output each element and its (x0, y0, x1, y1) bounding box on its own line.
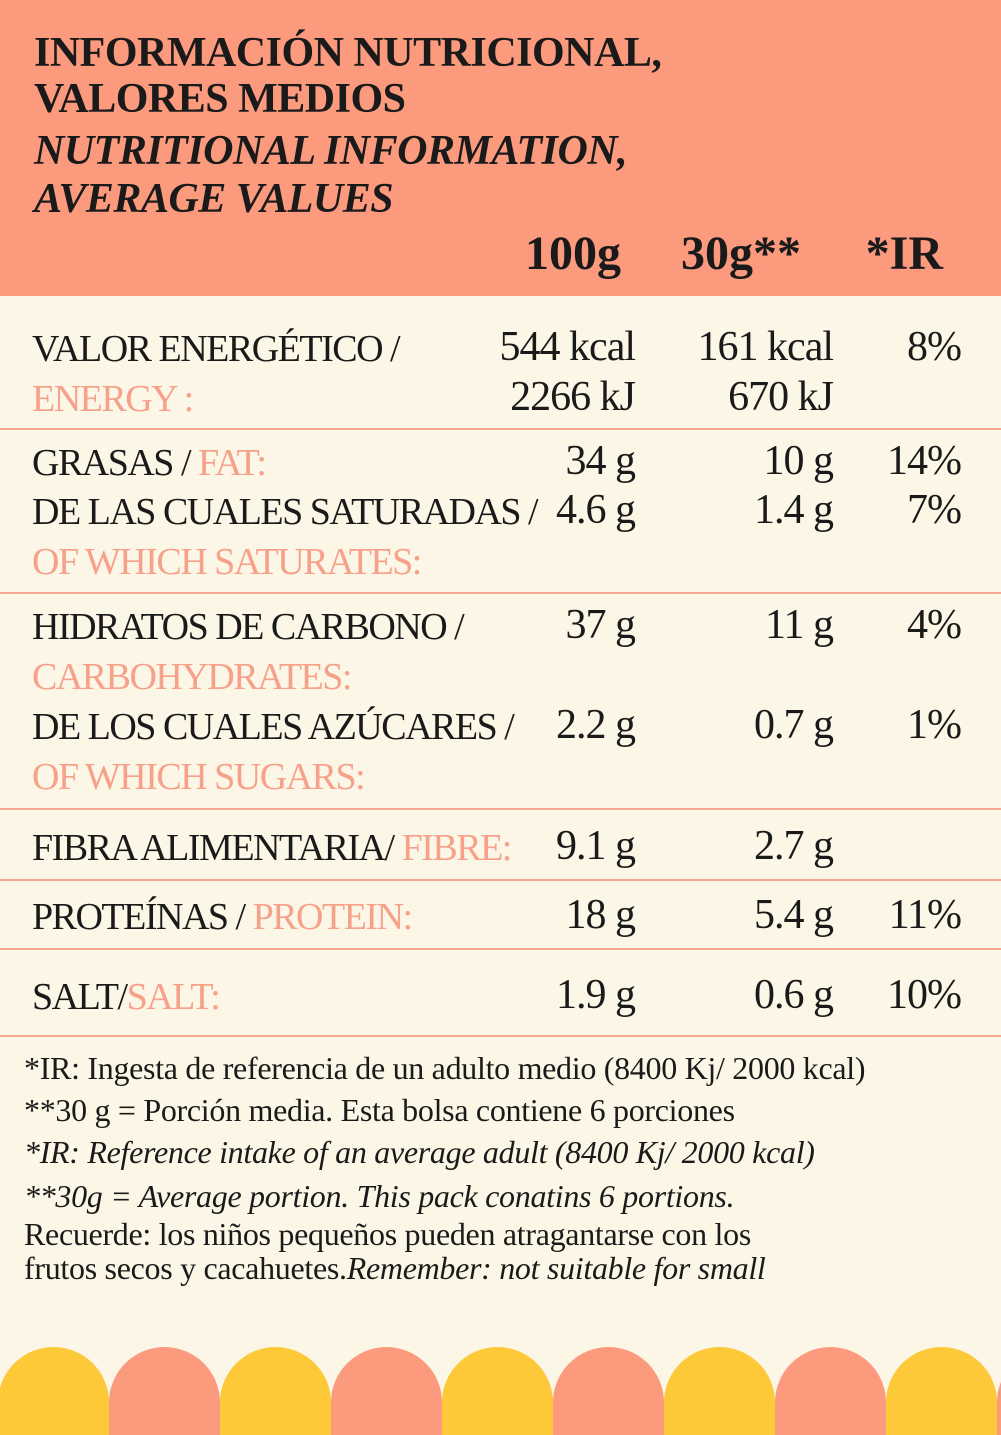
row-divider (0, 1035, 1001, 1037)
scallop-border (0, 1343, 1001, 1435)
saturates-label-en: OF WHICH SATURATES: (32, 541, 421, 583)
salt-ir: 10% (887, 972, 961, 1018)
footnote-warning-mixed: frutos secos y cacahuetes.Remember: not suitable for small (24, 1250, 766, 1286)
sugars-label-es: DE LOS CUALES AZÚCARES / (32, 706, 514, 748)
row-divider (0, 948, 1001, 950)
row-divider (0, 428, 1001, 430)
sugars-30g: 0.7 g (754, 702, 833, 748)
title-en-line2: AVERAGE VALUES (34, 176, 394, 222)
carbs-label-es: HIDRATOS DE CARBONO / (32, 606, 464, 648)
carbs-ir: 4% (907, 602, 961, 648)
salt-100g: 1.9 g (556, 972, 635, 1018)
fat-ir: 14% (887, 438, 961, 484)
energy-label-es: VALOR ENERGÉTICO / (32, 328, 400, 370)
protein-label: PROTEÍNAS / PROTEIN: (32, 896, 412, 938)
protein-30g: 5.4 g (754, 892, 833, 938)
header-band (0, 0, 1001, 296)
footnote-ir-en: *IR: Reference intake of an average adult (8400 Kj/ 2000 kcal) (24, 1134, 815, 1170)
title-es-line2: VALORES MEDIOS (34, 76, 406, 122)
carbs-100g: 37 g (565, 602, 635, 648)
fibre-100g: 9.1 g (556, 823, 635, 869)
saturates-ir: 7% (907, 487, 961, 533)
row-divider (0, 879, 1001, 881)
footnote-portion-en: **30g = Average portion. This pack conatins 6 portions. (24, 1178, 735, 1214)
fibre-label: FIBRA ALIMENTARIA/ FIBRE: (32, 827, 511, 869)
energy-100g-kj: 2266 kJ (510, 374, 635, 420)
sugars-label-en: OF WHICH SUGARS: (32, 756, 365, 798)
fat-label: GRASAS / FAT: (32, 442, 266, 484)
salt-30g: 0.6 g (754, 972, 833, 1018)
saturates-label-es: DE LAS CUALES SATURADAS / (32, 491, 538, 533)
fibre-30g: 2.7 g (754, 823, 833, 869)
row-divider (0, 808, 1001, 810)
sugars-100g: 2.2 g (556, 702, 635, 748)
energy-100g-kcal: 544 kcal (499, 324, 635, 370)
protein-ir: 11% (888, 892, 961, 938)
title-en-line1: NUTRITIONAL INFORMATION, (34, 128, 628, 174)
salt-label: SALT/SALT: (32, 976, 220, 1018)
saturates-100g: 4.6 g (556, 487, 635, 533)
sugars-ir: 1% (907, 702, 961, 748)
column-header-100g: 100g (525, 227, 621, 280)
column-header-ir: *IR (865, 227, 943, 280)
fat-30g: 10 g (763, 438, 833, 484)
energy-30g-kcal: 161 kcal (697, 324, 833, 370)
title-es-line1: INFORMACIÓN NUTRICIONAL, (34, 30, 662, 76)
column-header-30g: 30g** (681, 227, 801, 280)
footnote-portion-es: **30 g = Porción media. Esta bolsa contiene 6 porciones (24, 1092, 735, 1128)
fat-100g: 34 g (565, 438, 635, 484)
saturates-30g: 1.4 g (754, 487, 833, 533)
footnote-ir-es: *IR: Ingesta de referencia de un adulto medio (8400 Kj/ 2000 kcal) (24, 1050, 866, 1086)
row-divider (0, 592, 1001, 594)
energy-label-en: ENERGY : (32, 378, 193, 420)
carbs-label-en: CARBOHYDRATES: (32, 656, 351, 698)
carbs-30g: 11 g (765, 602, 833, 648)
energy-30g-kj: 670 kJ (728, 374, 833, 420)
protein-100g: 18 g (565, 892, 635, 938)
energy-ir: 8% (907, 324, 961, 370)
footnote-warning-es: Recuerde: los niños pequeños pueden atragantarse con los (24, 1216, 751, 1252)
